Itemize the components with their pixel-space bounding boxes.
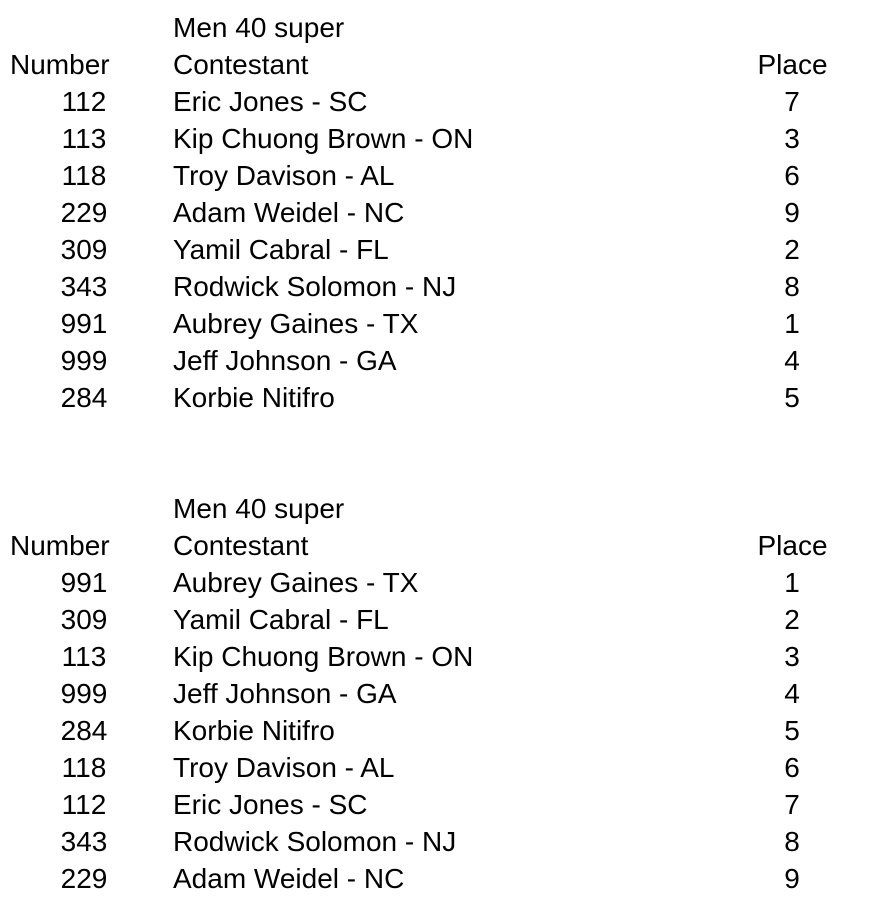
- table-row: [0, 786, 880, 823]
- contestant-name: Rodwick Solomon - NJ: [173, 271, 457, 302]
- contestant-name: Rodwick Solomon - NJ: [173, 826, 457, 857]
- table-row: [0, 83, 880, 120]
- category-title-row: [0, 9, 880, 46]
- contestant-place: 9: [784, 863, 800, 894]
- contestant-name: Eric Jones - SC: [173, 789, 368, 820]
- contestant-place: 8: [784, 826, 800, 857]
- table-row: [0, 379, 880, 416]
- contestant-name: Jeff Johnson - GA: [173, 678, 397, 709]
- contestant-name: Troy Davison - AL: [173, 160, 395, 191]
- results-table-sorted: [0, 490, 880, 897]
- contestant-name: Adam Weidel - NC: [173, 197, 405, 228]
- contestant-place: 4: [784, 678, 800, 709]
- contestant-name: Eric Jones - SC: [173, 86, 368, 117]
- table-row: [0, 601, 880, 638]
- contestant-place: 3: [784, 641, 800, 672]
- contestant-name: Kip Chuong Brown - ON: [173, 123, 474, 154]
- contestant-name: Yamil Cabral - FL: [173, 604, 389, 635]
- contestant-name: Korbie Nitifro: [173, 382, 335, 413]
- contestant-number: 309: [60, 604, 108, 635]
- contestant-place: 2: [784, 604, 800, 635]
- contestant-number: 343: [60, 826, 108, 857]
- header-row: [0, 527, 880, 564]
- contestant-place: 7: [784, 789, 800, 820]
- table-row: [0, 231, 880, 268]
- contestant-header: Contestant: [173, 49, 309, 80]
- contestant-name: Adam Weidel - NC: [173, 863, 405, 894]
- number-header: Number: [10, 49, 110, 80]
- contestant-number: 113: [61, 123, 107, 154]
- contestant-place: 5: [784, 382, 800, 413]
- table-row: [0, 675, 880, 712]
- contestant-place: 2: [784, 234, 800, 265]
- category-title: Men 40 super: [173, 12, 345, 43]
- table-row: [0, 268, 880, 305]
- contestant-place: 4: [784, 345, 800, 376]
- contestant-number: 113: [61, 641, 107, 672]
- contestant-name: Aubrey Gaines - TX: [173, 567, 419, 598]
- category-title-row: [0, 490, 880, 527]
- table-row: [0, 638, 880, 675]
- contestant-number: 229: [60, 863, 108, 894]
- place-header: Place: [757, 49, 828, 80]
- results-table-unsorted: [0, 9, 880, 416]
- contestant-number: 112: [61, 86, 107, 117]
- table-row: [0, 194, 880, 231]
- contestant-number: 999: [60, 678, 108, 709]
- contestant-place: 1: [784, 567, 800, 598]
- contestant-number: 309: [60, 234, 108, 265]
- contestant-number: 229: [60, 197, 108, 228]
- table-row: [0, 564, 880, 601]
- contestant-number: 991: [60, 308, 108, 339]
- contestant-place: 9: [784, 197, 800, 228]
- category-title: Men 40 super: [173, 493, 345, 524]
- contestant-number: 999: [60, 345, 108, 376]
- contestant-place: 6: [784, 752, 800, 783]
- contestant-name: Yamil Cabral - FL: [173, 234, 389, 265]
- contestant-place: 1: [784, 308, 800, 339]
- contestant-name: Korbie Nitifro: [173, 715, 335, 746]
- contestant-place: 7: [784, 86, 800, 117]
- contestant-number: 118: [61, 160, 107, 191]
- table-row: [0, 157, 880, 194]
- contestant-number: 991: [60, 567, 108, 598]
- contestant-place: 8: [784, 271, 800, 302]
- contestant-name: Kip Chuong Brown - ON: [173, 641, 474, 672]
- table-row: [0, 712, 880, 749]
- table-row: [0, 120, 880, 157]
- table-row: [0, 342, 880, 379]
- contestant-number: 343: [60, 271, 108, 302]
- contestant-name: Aubrey Gaines - TX: [173, 308, 419, 339]
- contestant-place: 3: [784, 123, 800, 154]
- contestant-place: 6: [784, 160, 800, 191]
- table-row: [0, 749, 880, 786]
- contestant-name: Troy Davison - AL: [173, 752, 395, 783]
- table-row: [0, 860, 880, 897]
- table-row: [0, 823, 880, 860]
- contestant-place: 5: [784, 715, 800, 746]
- contestant-name: Jeff Johnson - GA: [173, 345, 397, 376]
- contestant-number: 118: [61, 752, 107, 783]
- contestant-number: 284: [60, 382, 108, 413]
- contestant-header: Contestant: [173, 530, 309, 561]
- contestant-number: 112: [61, 789, 107, 820]
- contestant-number: 284: [60, 715, 108, 746]
- header-row: [0, 46, 880, 83]
- number-header: Number: [10, 530, 110, 561]
- table-row: [0, 305, 880, 342]
- place-header: Place: [757, 530, 828, 561]
